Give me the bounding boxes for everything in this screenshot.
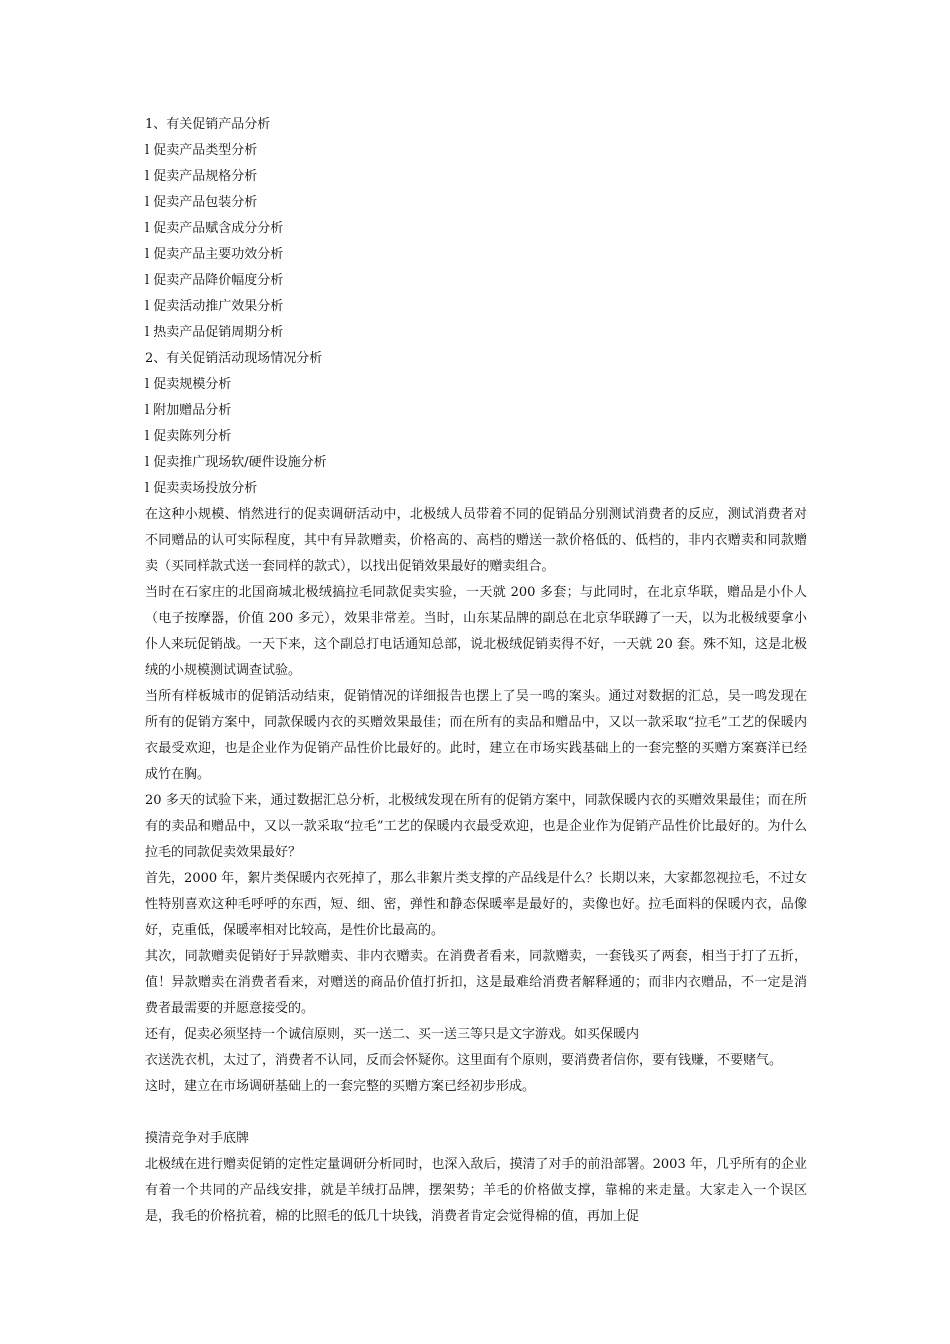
paragraph-twenty-day-trial: 20 多天的试验下来，通过数据汇总分析，北极绒发现在所有的促销方案中，同款保暖内衣的买赠效果最佳；而在所有的卖品和赠品中，又以一款采取“拉毛”工艺的保暖内衣最受欢迎，也是企业作为促销产品性价比最好的。为什么拉毛的同款促卖效果最好？ — [145, 793, 807, 860]
list-item: l 促卖产品类型分析 — [145, 143, 258, 158]
paragraph-sample-city-results: 当所有样板城市的促销活动结束，促销情况的详细报告也摆上了吴一鸣的案头。通过对数据的汇总，吴一鸣发现在所有的促销方案中，同款保暖内衣的买赠效果最佳；而在所有的卖品和赠品中，又以一款采取“拉毛”工艺的保暖内衣最受欢迎，也是企业作为促销产品性价比最好的。此时，建立在市场实践基础上的一套完整的买赠方案赛洋已经成竹在胸。 — [145, 689, 807, 782]
list-item: l 促卖活动推广效果分析 — [145, 299, 284, 314]
paragraph-second-reason: 其次，同款赠卖促销好于异款赠卖、非内衣赠卖。在消费者看来，同款赠卖，一套钱买了两套，相当于打了五折，值！异款赠卖在消费者看来，对赠送的商品价值打折扣，这是最难给消费者解释通的；而非内衣赠品，不一定是消费者最需要的并愿意接受的。 — [145, 949, 807, 1016]
list-item: l 促卖产品主要功效分析 — [145, 247, 284, 262]
paragraph-integrity-line1: 还有，促卖必须坚持一个诚信原则，买一送二、买一送三等只是文字游戏。如买保暖内 — [145, 1027, 640, 1042]
list-item: l 热卖产品促销周期分析 — [145, 325, 284, 340]
list-item: l 促卖规模分析 — [145, 377, 232, 392]
list-item: l 促卖产品降价幅度分析 — [145, 273, 284, 288]
paragraph-competitor-analysis: 北极绒在进行赠卖促销的定性定量调研分析同时，也深入敌后，摸清了对手的前沿部署。2003 年，几乎所有的企业有着一个共同的产品线安排，就是羊绒打品牌，摆架势；羊毛的价格做支撑，靠棉的来走量。大家走入一个误区是，我毛的价格抗着，棉的比照毛的低几十块钱，消费者肯定会觉得棉的值，再加上促 — [145, 1157, 807, 1224]
list-item: l 促卖产品赋含成分分析 — [145, 221, 284, 236]
paragraph-shijiazhuang-experiment: 当时在石家庄的北国商城北极绒搞拉毛同款促卖实验，一天就 200 多套；与此同时，在北京华联，赠品是小仆人（电子按摩器，价值 200 多元），效果非常差。当时，山东某品牌的副总在北京华联蹲了一天，以为北极绒要拿小仆人来玩促销战。一天下来，这个副总打电话通知总部，说北极绒促销卖得不好，一天就 20 套。殊不知，这是北极绒的小规模测试调查试验。 — [145, 585, 807, 678]
list-item: l 促卖产品规格分析 — [145, 169, 258, 184]
paragraph-first-reason: 首先，2000 年，絮片类保暖内衣死掉了，那么非絮片类支撑的产品线是什么？长期以来，大家都忽视拉毛，不过女性特别喜欢这种毛呼呼的东西，短、细、密，弹性和静态保暖率是最好的，卖像也好。拉毛面料的保暖内衣，品像好，克重低，保暖率相对比较高，是性价比最高的。 — [145, 871, 807, 938]
paragraph-integrity-rest: 衣送洗衣机，太过了，消费者不认同，反而会怀疑你。这里面有个原则，要消费者信你，要有钱赚，不要赌气。 — [145, 1053, 783, 1068]
list-item: l 附加赠品分析 — [145, 403, 232, 418]
list-item: l 促卖陈列分析 — [145, 429, 232, 444]
paragraph-plan-formed: 这时，建立在市场调研基础上的一套完整的买赠方案已经初步形成。 — [145, 1079, 536, 1094]
blank-line — [145, 1100, 807, 1126]
list-item: l 促卖推广现场软/硬件设施分析 — [145, 455, 327, 470]
section-heading-onsite-analysis: 2、有关促销活动现场情况分析 — [145, 351, 323, 366]
section-heading-competitors: 摸清竞争对手底牌 — [145, 1131, 250, 1146]
section-heading-product-analysis: 1、有关促销产品分析 — [145, 117, 271, 132]
list-item: l 促卖产品包装分析 — [145, 195, 258, 210]
document-page — [145, 112, 807, 1230]
list-item: l 促卖卖场投放分析 — [145, 481, 258, 496]
paragraph-small-scale-test: 在这种小规模、悄然进行的促卖调研活动中，北极绒人员带着不同的促销品分别测试消费者的反应，测试消费者对不同赠品的认可实际程度，其中有异款赠卖，价格高的、高档的赠送一款价格低的、低档的，非内衣赠卖和同款赠卖（买同样款式送一套同样的款式），以找出促销效果最好的赠卖组合。 — [145, 507, 807, 574]
